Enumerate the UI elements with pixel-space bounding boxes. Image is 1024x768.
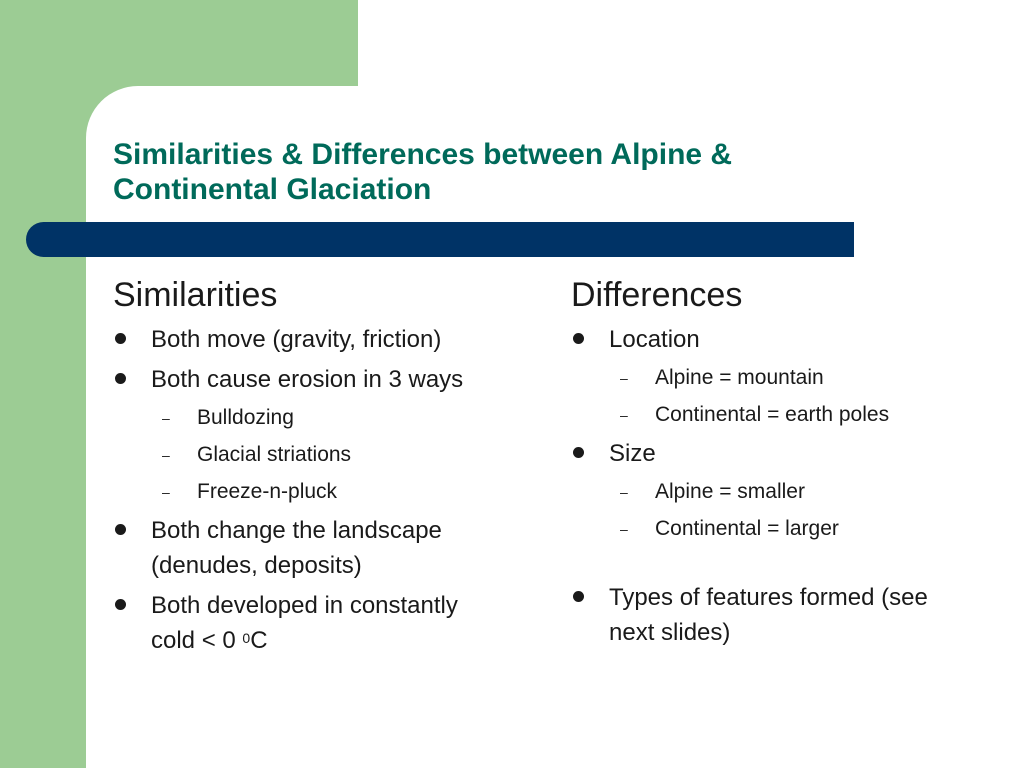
sub-bullet-text: Freeze-n-pluck: [197, 480, 338, 503]
bullet-text-line-2: next slides): [609, 619, 731, 646]
spacer: [571, 550, 1011, 580]
dash-icon: –: [162, 484, 170, 500]
sub-bullet-text: Bulldozing: [197, 406, 294, 429]
title-line-1: Similarities & Differences between Alpine &: [113, 138, 733, 171]
bullet-text: Both cause erosion in 3 ways: [151, 366, 464, 393]
bullet-text: Location: [609, 326, 700, 353]
bullet-dot-icon: [573, 591, 584, 602]
dash-icon: –: [620, 370, 628, 386]
bullet-dot-icon: [115, 373, 126, 384]
similarities-heading: Similarities: [113, 276, 278, 314]
dash-icon: –: [620, 484, 628, 500]
sub-bullet-item: [571, 513, 1011, 545]
bullet-item: [113, 513, 543, 583]
bullet-item: [113, 588, 543, 658]
sub-bullet-text: Alpine = mountain: [655, 366, 824, 389]
sub-bullet-item: [113, 476, 543, 508]
degree-superscript: 0: [242, 630, 251, 646]
bullet-text: Both move (gravity, friction): [151, 326, 442, 353]
bullet-dot-icon: [115, 333, 126, 344]
bullet-text: Size: [609, 440, 656, 467]
sub-bullet-text: Continental = larger: [655, 517, 839, 540]
bullet-text-line-2: (denudes, deposits): [151, 552, 362, 579]
bullet-item: [113, 322, 543, 357]
bullet-item: [113, 362, 543, 397]
bullet-text-line-1: Types of features formed (see: [609, 584, 928, 611]
sub-bullet-item: [113, 402, 543, 434]
similarities-column: [113, 272, 543, 663]
bullet-item: [571, 580, 1011, 650]
bullet-item: [571, 322, 1011, 357]
sub-bullet-item: [571, 362, 1011, 394]
title-divider-bar: [26, 222, 854, 257]
sub-bullet-text: Continental = earth poles: [655, 403, 890, 426]
sub-bullet-text: Alpine = smaller: [655, 480, 805, 503]
bullet-text-line-1: Both change the landscape: [151, 517, 442, 544]
dash-icon: –: [162, 410, 170, 426]
title-line-2: Continental Glaciation: [113, 173, 432, 206]
sub-bullet-item: [571, 476, 1011, 508]
bullet-dot-icon: [573, 333, 584, 344]
bullet-dot-icon: [115, 599, 126, 610]
dash-icon: –: [620, 521, 628, 537]
differences-column: [571, 272, 1011, 655]
bullet-dot-icon: [115, 524, 126, 535]
dash-icon: –: [162, 447, 170, 463]
differences-heading: Differences: [571, 276, 743, 314]
dash-icon: –: [620, 407, 628, 423]
bullet-item: [571, 436, 1011, 471]
slide-title: [113, 137, 893, 207]
bullet-text-line-2: cold < 0: [151, 627, 243, 654]
bullet-dot-icon: [573, 447, 584, 458]
sub-bullet-item: [113, 439, 543, 471]
sub-bullet-item: [571, 399, 1011, 431]
bullet-text-line-1: Both developed in constantly: [151, 592, 458, 619]
sub-bullet-text: Glacial striations: [197, 443, 352, 466]
temperature-unit: C: [250, 627, 268, 654]
